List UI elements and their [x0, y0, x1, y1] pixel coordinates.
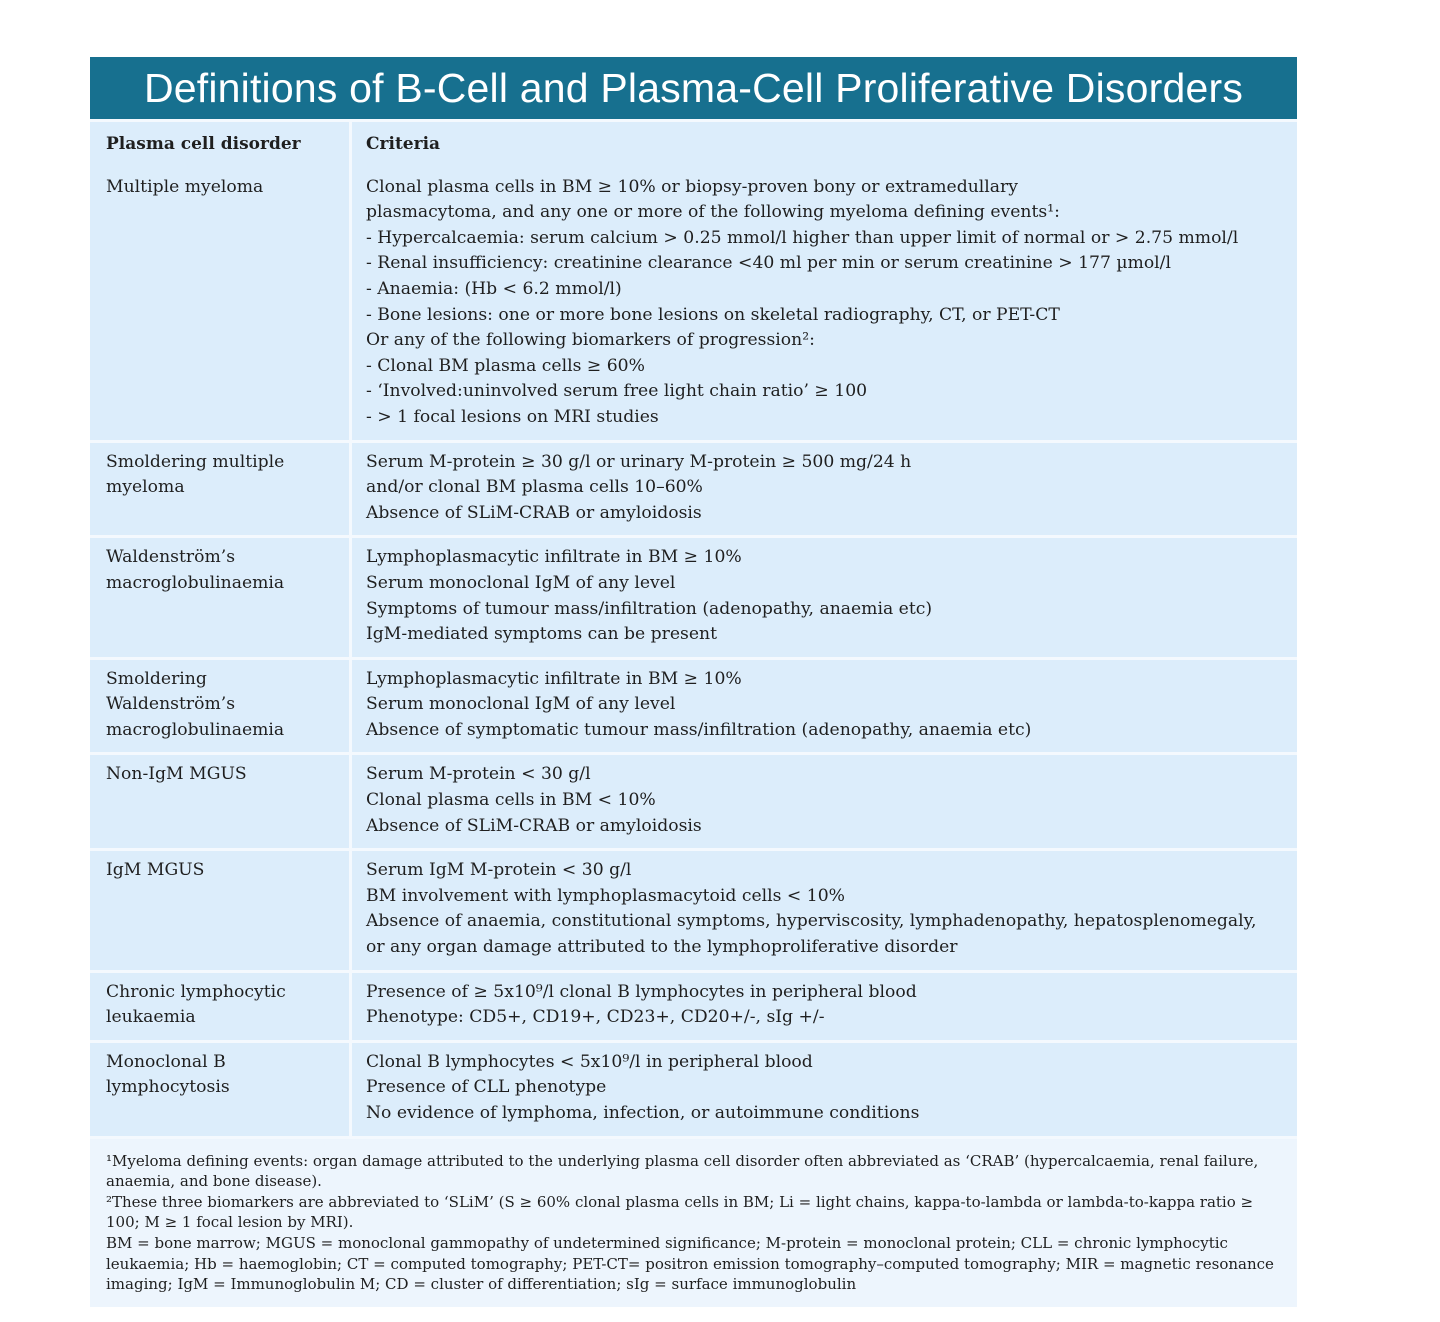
footnotes — [90, 1136, 1297, 1307]
criteria-line: Presence of CLL phenotype — [366, 1077, 607, 1098]
disorder-name-line: Multiple myeloma — [106, 176, 264, 197]
table-row — [90, 440, 1297, 536]
disorder-name-line: Monoclonal B — [106, 1051, 226, 1072]
disorder-name-line: myeloma — [106, 477, 185, 498]
disorder-name-line: Waldenström’s — [106, 694, 236, 715]
criteria-line: BM involvement with lymphoplasmacytoid cells < 10% — [366, 885, 845, 906]
table-header-row — [90, 119, 1297, 168]
criteria-cell — [352, 1040, 1297, 1136]
criteria-line: Clonal B lymphocytes < 5x10⁹/l in peripheral blood — [366, 1051, 813, 1072]
criteria-cell — [352, 168, 1297, 440]
criteria-line: - Hypercalcaemia: serum calcium > 0.25 mmol/l higher than upper limit of normal or > 2.75 mmol/l — [366, 227, 1239, 248]
disorder-cell — [90, 168, 352, 440]
criteria-line: Phenotype: CD5+, CD19+, CD23+, CD20+/-, sIg +/- — [366, 1007, 825, 1028]
table-row — [90, 657, 1297, 753]
criteria-line: Serum monoclonal IgM of any level — [366, 572, 676, 593]
criteria-line: plasmacytoma, and any one or more of the following myeloma defining events¹: — [366, 202, 1060, 223]
criteria-line: Serum M-protein ≥ 30 g/l or urinary M-protein ≥ 500 mg/24 h — [366, 451, 912, 472]
disorder-name-line: leukaemia — [106, 1007, 196, 1028]
criteria-line: Absence of SLiM-CRAB or amyloidosis — [366, 815, 702, 836]
criteria-line: Symptoms of tumour mass/infiltration (adenopathy, anaemia etc) — [366, 598, 933, 619]
criteria-line: Or any of the following biomarkers of progression²: — [366, 330, 815, 351]
table-row — [90, 535, 1297, 656]
footnote: ²These three biomarkers are abbreviated to ‘SLiM’ (S ≥ 60% clonal plasma cells in BM; Li = light chains, kappa-to-lambda or lambda-to-kappa ratio ≥ 100; M ≥ 1 focal lesion by MRI). — [106, 1192, 1254, 1232]
disorder-cell — [90, 970, 352, 1040]
header-plasma-cell-disorder: Plasma cell disorder — [90, 119, 352, 168]
criteria-line: Lymphoplasmacytic infiltrate in BM ≥ 10% — [366, 547, 742, 568]
criteria-table — [90, 119, 1297, 1136]
criteria-line: and/or clonal BM plasma cells 10–60% — [366, 477, 703, 498]
criteria-line: Serum monoclonal IgM of any level — [366, 694, 676, 715]
criteria-line: - > 1 focal lesions on MRI studies — [366, 406, 659, 427]
disorder-name-line: macroglobulinaemia — [106, 719, 285, 740]
criteria-line: - Renal insufficiency: creatinine clearance <40 ml per min or serum creatinine > 177 µmol/l — [366, 253, 1171, 274]
footnote: BM = bone marrow; MGUS = monoclonal gammopathy of undetermined significance; M-protein = monoclonal protein; CLL = chronic lymphocytic leukaemia; Hb = haemoglobin; CT = computed tomography; PET-CT= positron emission tomography–computed tomography; MIR = magnetic resonance imaging; IgM = Immunoglobulin M; CD = cluster of differentiation; sIg = surface immunoglobulin — [106, 1233, 1274, 1294]
criteria-line: - ‘Involved:uninvolved serum free light chain ratio’ ≥ 100 — [366, 381, 868, 402]
header-criteria: Criteria — [352, 119, 1297, 168]
criteria-cell — [352, 535, 1297, 656]
criteria-line: - Clonal BM plasma cells ≥ 60% — [366, 355, 645, 376]
disorder-cell — [90, 440, 352, 536]
criteria-line: IgM-mediated symptoms can be present — [366, 624, 718, 645]
disorder-cell — [90, 657, 352, 753]
table-row — [90, 168, 1297, 440]
criteria-line: Clonal plasma cells in BM ≥ 10% or biopsy-proven bony or extramedullary — [366, 176, 1018, 197]
criteria-line: Absence of symptomatic tumour mass/infiltration (adenopathy, anaemia etc) — [366, 719, 1032, 740]
disorder-cell — [90, 1040, 352, 1136]
criteria-cell — [352, 848, 1297, 969]
criteria-line: or any organ damage attributed to the lymphoproliferative disorder — [366, 937, 958, 958]
criteria-line: Clonal plasma cells in BM < 10% — [366, 790, 656, 811]
criteria-line: Presence of ≥ 5x10⁹/l clonal B lymphocytes in peripheral blood — [366, 981, 917, 1002]
disorder-cell — [90, 848, 352, 969]
disorder-cell — [90, 752, 352, 848]
disorder-name-line: macroglobulinaemia — [106, 572, 285, 593]
disorder-name-line: Non-IgM MGUS — [106, 764, 247, 785]
footnote: ¹Myeloma defining events: organ damage attributed to the underlying plasma cell disorder often abbreviated as ‘CRAB’ (hypercalcaemia, renal failure, anaemia, and bone disease). — [106, 1151, 1259, 1191]
disorder-name-line: lymphocytosis — [106, 1077, 230, 1098]
criteria-cell — [352, 440, 1297, 536]
table-row — [90, 752, 1297, 848]
table-body — [90, 168, 1297, 1136]
title-bar — [90, 57, 1297, 119]
criteria-line: Serum M-protein < 30 g/l — [366, 764, 591, 785]
criteria-cell — [352, 752, 1297, 848]
definitions-panel — [90, 57, 1297, 1307]
table-row — [90, 848, 1297, 969]
table-row — [90, 1040, 1297, 1136]
criteria-line: Absence of anaemia, constitutional symptoms, hyperviscosity, lymphadenopathy, hepatosplenomegaly, — [366, 911, 1257, 932]
disorder-name-line: Chronic lymphocytic — [106, 981, 286, 1002]
disorder-name-line: Waldenström’s — [106, 547, 236, 568]
disorder-name-line: Smoldering multiple — [106, 451, 285, 472]
criteria-line: Absence of SLiM-CRAB or amyloidosis — [366, 502, 702, 523]
table-row — [90, 970, 1297, 1040]
criteria-cell — [352, 970, 1297, 1040]
disorder-cell — [90, 535, 352, 656]
criteria-line: No evidence of lymphoma, infection, or autoimmune conditions — [366, 1103, 920, 1123]
criteria-line: - Anaemia: (Hb < 6.2 mmol/l) — [366, 278, 622, 299]
criteria-line: - Bone lesions: one or more bone lesions on skeletal radiography, CT, or PET-CT — [366, 304, 1060, 325]
disorder-name-line: Smoldering — [106, 668, 207, 689]
criteria-line: Serum IgM M-protein < 30 g/l — [366, 860, 632, 881]
disorder-name-line: IgM MGUS — [106, 860, 205, 881]
criteria-cell — [352, 657, 1297, 753]
criteria-line: Lymphoplasmacytic infiltrate in BM ≥ 10% — [366, 668, 742, 689]
page-title: Definitions of B-Cell and Plasma-Cell Proliferative Disorders — [143, 64, 1244, 111]
